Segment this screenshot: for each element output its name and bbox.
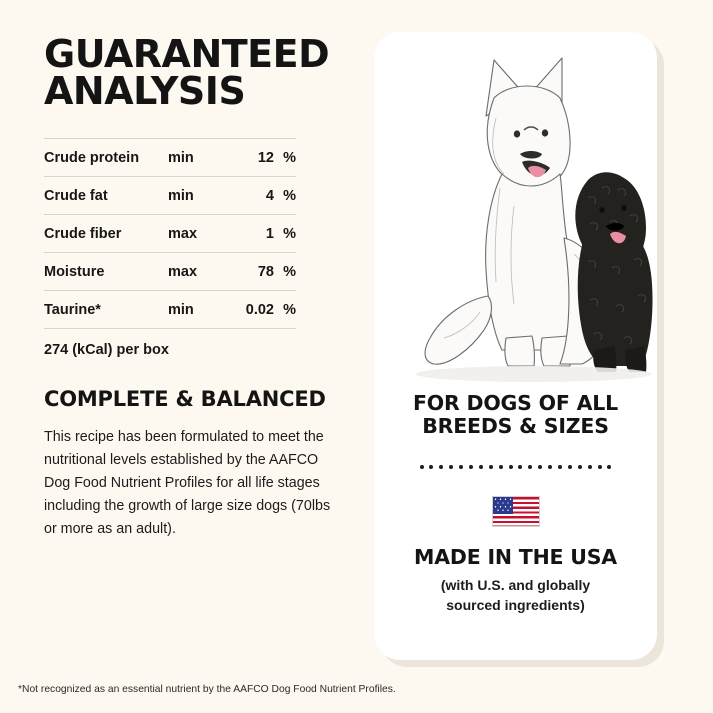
nutrient-qualifier: max — [168, 226, 198, 243]
nutrient-value: 12 — [257, 150, 274, 167]
nutrient-qualifier: min — [168, 302, 194, 319]
nutrient-unit: % — [283, 264, 296, 281]
dotted-divider — [420, 464, 612, 469]
page-title-line-2: ANALYSIS — [44, 69, 246, 114]
nutrient-value: 4 — [265, 188, 274, 205]
info-card — [374, 32, 657, 660]
breeds-claim — [401, 392, 631, 438]
page-title — [44, 32, 354, 114]
nutrient-unit: % — [283, 150, 296, 167]
nutrient-unit: % — [283, 302, 296, 319]
analysis-table — [44, 138, 296, 329]
flag-canton — [493, 497, 513, 514]
nutrient-name: Crude fat — [44, 188, 108, 205]
guaranteed-analysis-section — [44, 32, 354, 556]
footnote: *Not recognized as an essential nutrient by the AAFCO Dog Food Nutrient Profiles. — [18, 684, 396, 695]
nutrient-unit: % — [283, 226, 296, 243]
made-in-usa-subtext-line-1: (with U.S. and globally — [440, 577, 591, 594]
nutrient-qualifier: min — [168, 150, 194, 167]
nutrient-value: 1 — [265, 226, 274, 243]
table-row — [44, 291, 296, 329]
made-in-usa-subtext-line-2: sourced ingredients) — [446, 596, 585, 613]
breeds-claim-line-1: FOR DOGS OF ALL — [412, 391, 619, 415]
two-dogs-illustration — [374, 38, 657, 388]
nutrient-name: Moisture — [44, 264, 105, 281]
table-row — [44, 215, 296, 253]
breeds-claim-line-2: BREEDS & SIZES — [422, 414, 609, 439]
complete-balanced-heading: COMPLETE & BALANCED — [44, 387, 326, 412]
nutrient-value: 78 — [257, 264, 274, 281]
nutrient-qualifier: min — [168, 188, 194, 205]
table-row — [44, 177, 296, 215]
made-in-usa-claim: MADE IN THE USA — [414, 545, 617, 570]
page-title-line-1: GUARANTEED — [44, 32, 330, 76]
nutrient-unit: % — [283, 188, 296, 205]
nutrient-name: Crude protein — [44, 150, 140, 167]
card-text-block — [374, 392, 657, 615]
complete-balanced-body: This recipe has been formulated to meet the nutritional levels established by the AAFCO Dog Food Nutrient Profiles for all life stages including the growth of large size dogs (70lbs or more as an adult). — [44, 428, 331, 538]
nutrient-name: Taurine* — [44, 302, 101, 319]
nutrient-qualifier: max — [168, 264, 198, 281]
table-row — [44, 253, 296, 291]
calorie-content: 274 (kCal) per box — [44, 342, 169, 359]
us-flag-icon — [492, 496, 540, 527]
nutrient-value: 0.02 — [245, 302, 274, 319]
table-row — [44, 138, 296, 177]
made-in-usa-subtext — [408, 576, 623, 615]
nutrient-name: Crude fiber — [44, 226, 122, 243]
